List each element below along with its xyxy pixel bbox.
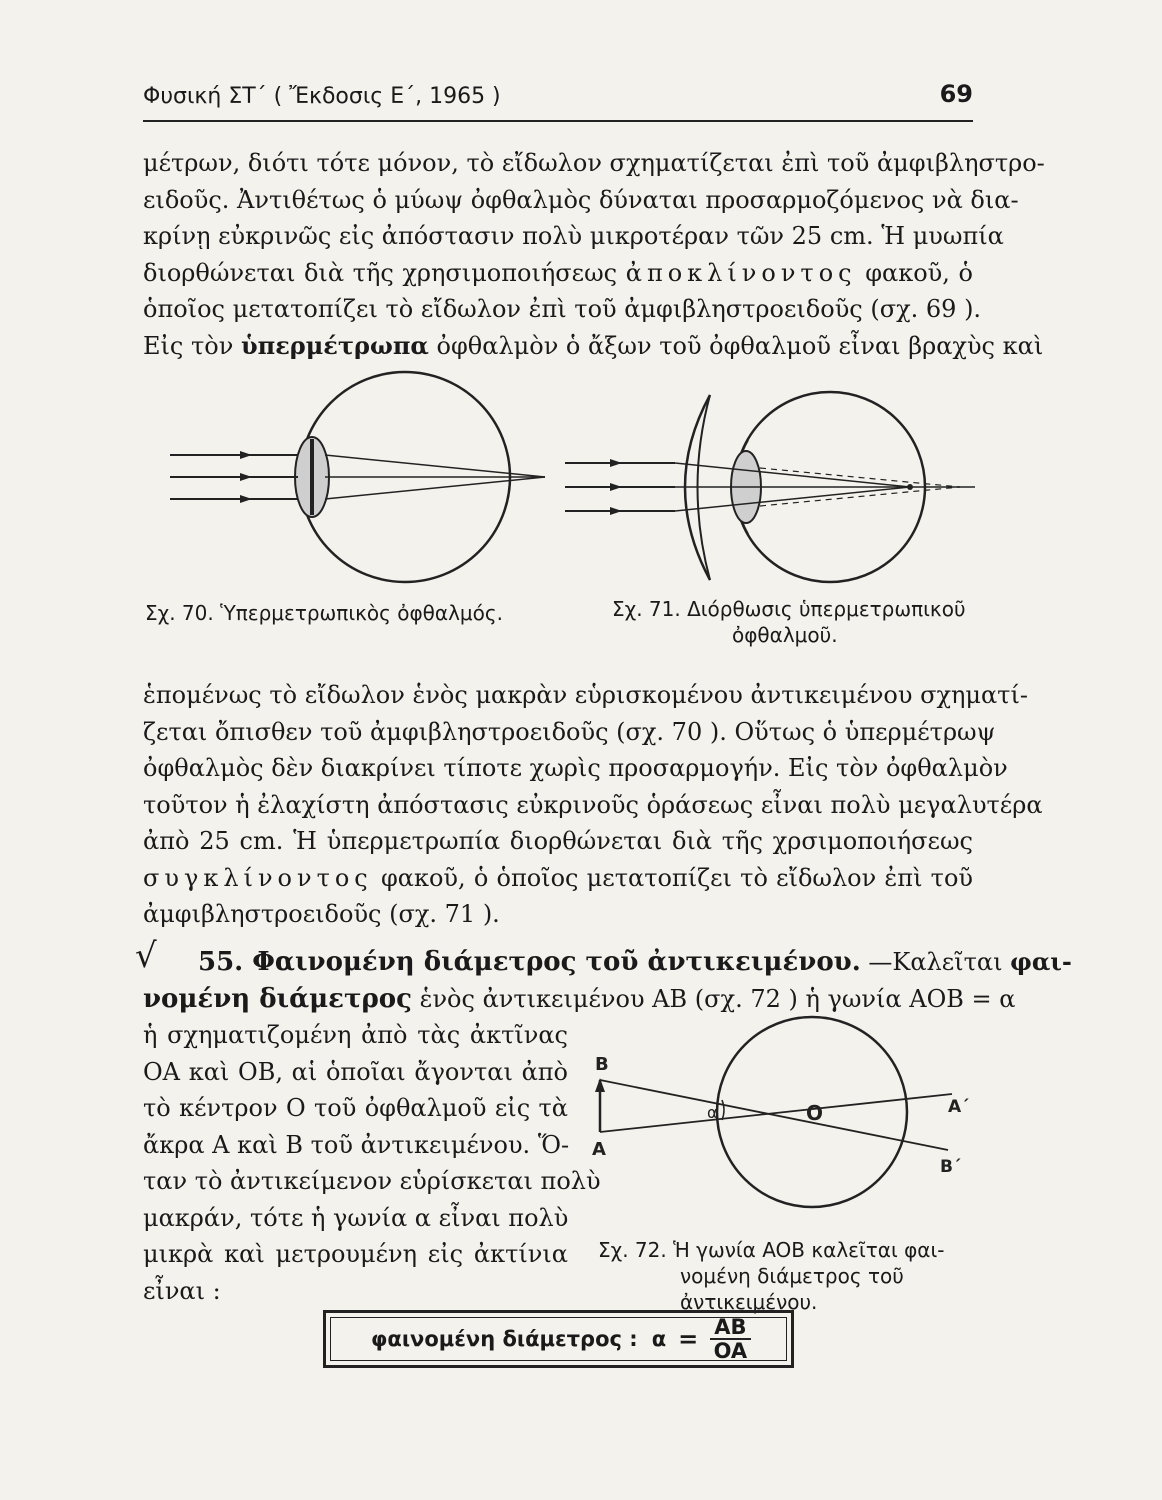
ray-arrow bbox=[240, 473, 252, 481]
caption-line: Σχ. 71. Διόρθωσις ὑπερμετρωπικοῦ bbox=[612, 597, 966, 621]
bold-term: ὑπερμέτρωπα bbox=[240, 330, 429, 360]
text-line bbox=[143, 328, 1044, 365]
bold-term: φαι- bbox=[1010, 947, 1072, 976]
formula-label: φαινομένη διάμετρος : bbox=[371, 1327, 638, 1351]
dashed-ray bbox=[760, 468, 960, 487]
label-b-prime: B΄ bbox=[940, 1157, 961, 1177]
text-line: OA καὶ OB, αἱ ὁποῖαι ἄγονται ἀπὸ bbox=[143, 1057, 568, 1086]
formula-inner-frame bbox=[330, 1317, 787, 1361]
text-span: ὀφθαλμὸν ὁ ἄξων τοῦ ὀφθαλμοῦ εἶναι βραχὺς καὶ bbox=[436, 331, 1044, 360]
angle-arc bbox=[722, 1100, 724, 1120]
text-line bbox=[143, 944, 1072, 981]
figure-70-caption: Σχ. 70. Ὑπερμετρωπικὸς ὀφθαλμός. bbox=[145, 601, 503, 625]
text-span: —Καλεῖται bbox=[868, 948, 1003, 976]
label-a-prime: A΄ bbox=[948, 1097, 969, 1117]
ray-bo bbox=[600, 1080, 948, 1150]
text-line bbox=[143, 981, 1016, 1018]
focus-point bbox=[907, 484, 913, 490]
text-line: ἡ σχηματιζομένη ἀπὸ τὰς ἀκτῖνας bbox=[143, 1021, 568, 1049]
text-span: διορθώνεται διὰ τῆς χρησιμοποιήσεως bbox=[143, 258, 618, 287]
ray-ao bbox=[600, 1094, 952, 1132]
ray-arrow bbox=[610, 483, 622, 491]
text-line: ὁποῖος μετατοπίζει τὸ εἴδωλον ἐπὶ τοῦ ἀμφιβληστροειδοῦς (σχ. 69 ). bbox=[143, 295, 982, 323]
text-line: ὀφθαλμὸς δὲν διακρίνει τίποτε χωρὶς προσαρμογήν. Εἰς τὸν ὀφθαλμὸν bbox=[143, 754, 1008, 782]
formula-box bbox=[323, 1310, 794, 1368]
spaced-term: ἀποκλίνοντος bbox=[625, 258, 857, 287]
figure-72-caption bbox=[598, 1237, 978, 1315]
text-line bbox=[143, 255, 973, 292]
text-span: φακοῦ, ὁ bbox=[865, 258, 973, 287]
text-line: εἶναι : bbox=[143, 1276, 221, 1305]
text-line: μικρὰ καὶ μετρουμένη εἰς ἀκτίνια bbox=[143, 1240, 568, 1268]
refracted-ray bbox=[325, 477, 545, 499]
caption-line: νομένη διάμετρος τοῦ ἀντικειμένου. bbox=[680, 1264, 904, 1314]
bold-term: νομένη διάμετρος bbox=[143, 983, 412, 1014]
text-line: ἑπομένως τὸ εἴδωλον ἑνὸς μακρὰν εὑρισκομένου ἀντικειμένου σχηματί- bbox=[143, 681, 1028, 709]
ray-arrow bbox=[240, 495, 252, 503]
ray-arrow bbox=[610, 507, 622, 515]
formula-equals: = bbox=[678, 1325, 699, 1353]
text-line: ειδοῦς. Ἀντιθέτως ὁ μύωψ ὀφθαλμὸς δύναται προσαρμοζόμενος νὰ δια- bbox=[143, 185, 1019, 214]
caption-line: Σχ. 72. Ἡ γωνία AOB καλεῖται φαι- bbox=[598, 1238, 945, 1262]
label-alpha: α bbox=[707, 1103, 718, 1122]
refracted-ray bbox=[675, 487, 910, 511]
text-span: ἑνὸς ἀντικειμένου AB (σχ. 72 ) ἡ γωνία AOB = α bbox=[419, 984, 1016, 1013]
text-line: μακράν, τότε ἡ γωνία α εἶναι πολὺ bbox=[143, 1203, 569, 1232]
ray-arrow bbox=[240, 451, 252, 459]
page-number: 69 bbox=[939, 80, 973, 108]
text-line: μέτρων, διότι τότε μόνον, τὸ εἴδωλον σχηματίζεται ἐπὶ τοῦ ἀμφιβληστρο- bbox=[143, 149, 1045, 177]
text-line: κρίνῃ εὐκρινῶς εἰς ἀπόστασιν πολὺ μικροτέραν τῶν 25 cm. Ἡ μυωπία bbox=[143, 222, 1004, 250]
running-title: Φυσική ΣΤ΄ ( Ἔκδοσις Ε΄, 1965 ) bbox=[143, 84, 501, 109]
text-line: ἀπὸ 25 cm. Ἡ ὑπερμετρωπία διορθώνεται διὰ τῆς χρσιμοποιήσεως bbox=[143, 827, 973, 855]
dashed-ray bbox=[760, 487, 960, 506]
checkmark: √ bbox=[135, 936, 157, 976]
spaced-term: συγκλίνοντος bbox=[143, 863, 373, 892]
caption-line: ὀφθαλμοῦ. bbox=[732, 623, 838, 647]
formula-lhs: α bbox=[651, 1327, 667, 1351]
figure-71-caption bbox=[612, 596, 992, 648]
fraction-numerator: AB bbox=[710, 1316, 750, 1340]
paragraph-2 bbox=[143, 677, 1043, 933]
text-line bbox=[143, 860, 973, 897]
text-line: τὸ κέντρον Ο τοῦ ὀφθαλμοῦ εἰς τὰ bbox=[143, 1094, 568, 1122]
text-line: ταν τὸ ἀντικείμενον εὑρίσκεται πολὺ bbox=[143, 1167, 601, 1195]
text-line: τοῦτον ἡ ἐλαχίστη ἀπόστασις εὐκρινοῦς ὁράσεως εἶναι πολὺ μεγαλυτέρα bbox=[143, 790, 1043, 819]
refracted-ray bbox=[675, 463, 910, 487]
page-header bbox=[143, 80, 973, 122]
text-span: Εἰς τὸν bbox=[143, 331, 234, 360]
refracted-ray bbox=[325, 455, 545, 477]
formula-fraction bbox=[710, 1316, 750, 1362]
figure-71-correction bbox=[560, 390, 980, 585]
fraction-denominator: OA bbox=[713, 1339, 748, 1363]
text-span: φακοῦ, ὁ ὁποῖος μετατοπίζει τὸ εἴδωλον ἐπὶ τοῦ bbox=[380, 863, 973, 892]
text-line: ἀμφιβληστροειδοῦς (σχ. 71 ). bbox=[143, 900, 500, 928]
section-heading: 55. Φαινομένη διάμετρος τοῦ ἀντικειμένου. bbox=[198, 947, 861, 977]
text-line: ζεται ὄπισθεν τοῦ ἀμφιβληστροειδοῦς (σχ. 70 ). Οὕτως ὁ ὑπερμέτρωψ bbox=[143, 717, 996, 746]
paragraph-1 bbox=[143, 145, 1045, 364]
section-55-body bbox=[143, 1017, 601, 1309]
label-o: O bbox=[806, 1101, 824, 1125]
section-55-heading-block bbox=[143, 944, 1072, 1017]
ray-arrow bbox=[610, 459, 622, 467]
figure-72-apparent-diameter bbox=[580, 1030, 980, 1230]
label-b: B bbox=[595, 1054, 609, 1075]
figure-70-hypermetropic-eye bbox=[160, 365, 550, 590]
text-line: ἄκρα Α καὶ Β τοῦ ἀντικειμένου. Ὅ- bbox=[143, 1130, 570, 1159]
formula-content bbox=[371, 1315, 751, 1363]
label-a: A bbox=[592, 1139, 606, 1160]
